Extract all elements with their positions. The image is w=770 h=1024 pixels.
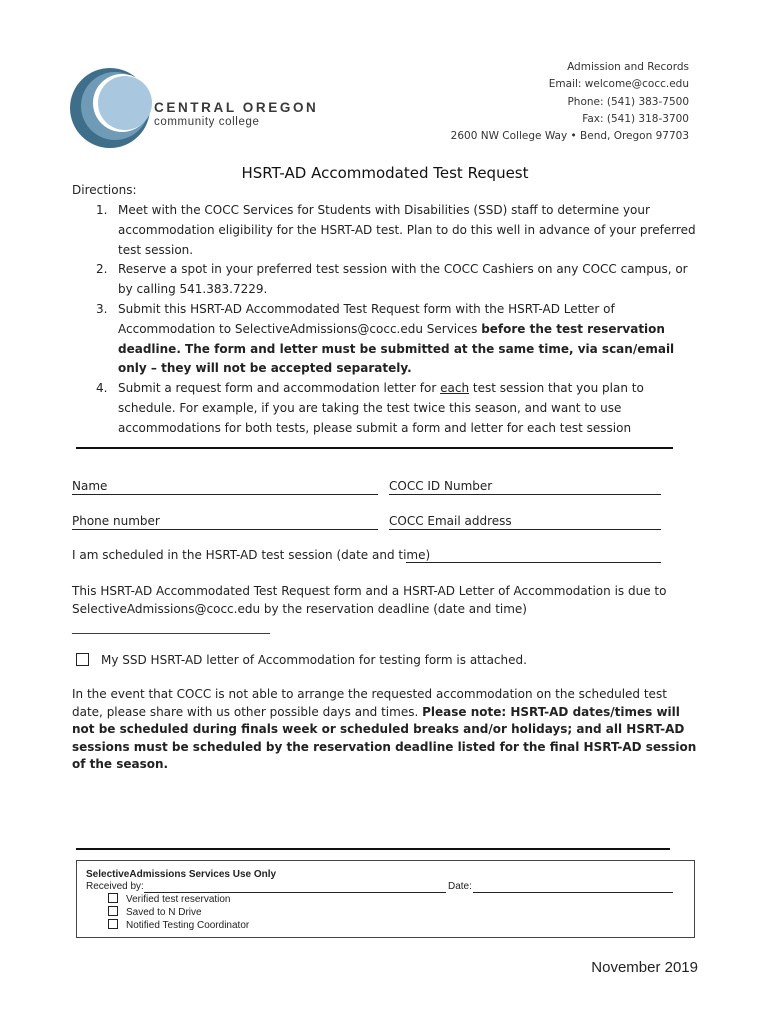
office-check-item xyxy=(86,893,684,906)
section-divider-bottom xyxy=(76,848,670,850)
contact-dept: Admission and Records xyxy=(567,61,689,73)
name-field[interactable] xyxy=(72,478,378,495)
directions-list xyxy=(96,201,696,439)
phone-label: Phone number xyxy=(72,514,160,528)
office-check-label: Verified test reservation xyxy=(126,894,231,905)
step-number: 3. xyxy=(96,301,108,316)
office-use-header: SelectiveAdmissions Services Use Only xyxy=(86,869,277,880)
page-title: HSRT-AD Accommodated Test Request xyxy=(241,164,529,182)
date-line[interactable] xyxy=(473,892,673,893)
step-text: Submit this HSRT-AD Accommodated Test Request form with the HSRT-AD Letter of Accommodation to SelectiveAdmissions@cocc.edu Services xyxy=(118,301,615,336)
logo-text-community-college: community college xyxy=(154,116,260,128)
received-row xyxy=(86,881,684,893)
received-by-label: Received by: xyxy=(86,881,144,892)
attached-checkbox[interactable] xyxy=(76,653,89,666)
revision-date: November 2019 xyxy=(591,959,698,976)
cocc-id-field[interactable] xyxy=(389,478,661,495)
attached-label: My SSD HSRT-AD letter of Accommodation for testing form is attached. xyxy=(101,653,527,667)
step-text: Reserve a spot in your preferred test session with the COCC Cashiers on any COCC campus, or by calling 541.383.7229. xyxy=(118,262,688,297)
event-note-bold: Please note: HSRT-AD dates/times will not be scheduled during finals week or scheduled breaks and/or holidays; and all HSRT-AD sessions must be scheduled by the reservation deadline listed for the final HSRT-AD session of the season. xyxy=(72,704,697,771)
direction-step xyxy=(96,201,696,260)
verified-checkbox[interactable] xyxy=(108,893,118,903)
step-text: test session that you plan to schedule. For example, if you are taking the test twice this season, and want to use accommodations for both tests, please submit a form and letter for each test session xyxy=(118,381,644,435)
office-check-item xyxy=(86,906,684,919)
step-number: 1. xyxy=(96,203,108,217)
received-by-line[interactable] xyxy=(144,892,446,893)
logo-circle-icon xyxy=(70,60,154,160)
office-use-box xyxy=(76,860,695,938)
office-check-label: Notified Testing Coordinator xyxy=(126,920,250,931)
event-paragraph xyxy=(72,686,700,774)
direction-step xyxy=(96,260,696,300)
deadline-blank[interactable]: _________________________________ xyxy=(72,620,270,634)
scheduled-session-label: I am scheduled in the HSRT-AD test session (date and time) xyxy=(72,548,431,562)
deadline-text: This HSRT-AD Accommodated Test Request form and a HSRT-AD Letter of Accommodation is due to SelectiveAdmissions@cocc.edu by the reservation deadline (date and time) xyxy=(72,584,667,616)
scheduled-session-row xyxy=(72,547,661,563)
directions-label: Directions: xyxy=(72,183,137,197)
contact-info xyxy=(451,59,689,145)
cocc-email-label: COCC Email address xyxy=(389,514,512,528)
step-number: 2. xyxy=(96,262,108,277)
step-text-underline: each xyxy=(440,381,470,396)
office-check-item xyxy=(86,919,684,932)
step-text: Submit a request form and accommodation letter for xyxy=(118,381,441,396)
contact-email: Email: welcome@cocc.edu xyxy=(548,78,689,91)
name-label: Name xyxy=(72,479,108,493)
contact-fax: Fax: (541) 318-3700 xyxy=(582,112,689,125)
section-divider xyxy=(76,447,673,449)
direction-step xyxy=(96,300,696,379)
saved-checkbox[interactable] xyxy=(108,906,118,916)
contact-address: 2600 NW College Way • Bend, Oregon 97703 xyxy=(450,130,689,143)
cocc-id-label: COCC ID Number xyxy=(389,479,493,493)
logo-text-central-oregon: CENTRAL OREGON xyxy=(154,100,319,115)
date-label: Date: xyxy=(448,881,472,892)
phone-field[interactable] xyxy=(72,513,378,530)
direction-step xyxy=(96,379,696,438)
college-logo xyxy=(70,60,319,160)
notified-checkbox[interactable] xyxy=(108,919,118,929)
office-check-label: Saved to N Drive xyxy=(126,907,202,918)
cocc-email-field[interactable] xyxy=(389,513,661,530)
contact-phone: Phone: (541) 383-7500 xyxy=(567,95,689,108)
step-text: Meet with the COCC Services for Students with Disabilities (SSD) staff to determine your accommodation eligibility for the HSRT-AD test. Plan to do this well in advance of your preferred test session. xyxy=(118,203,696,257)
event-text: In the event that COCC is not able to arrange the requested accommodation on the scheduled test date, please share with us other possible days and times. xyxy=(72,687,667,719)
step-number: 4. xyxy=(96,381,108,396)
deadline-paragraph xyxy=(72,582,692,636)
step-text-bold: before the test reservation deadline. The form and letter must be submitted at the same time, via scan/email only – they will not be accepted separately. xyxy=(118,321,675,376)
scheduled-session-input-line[interactable] xyxy=(406,562,661,563)
